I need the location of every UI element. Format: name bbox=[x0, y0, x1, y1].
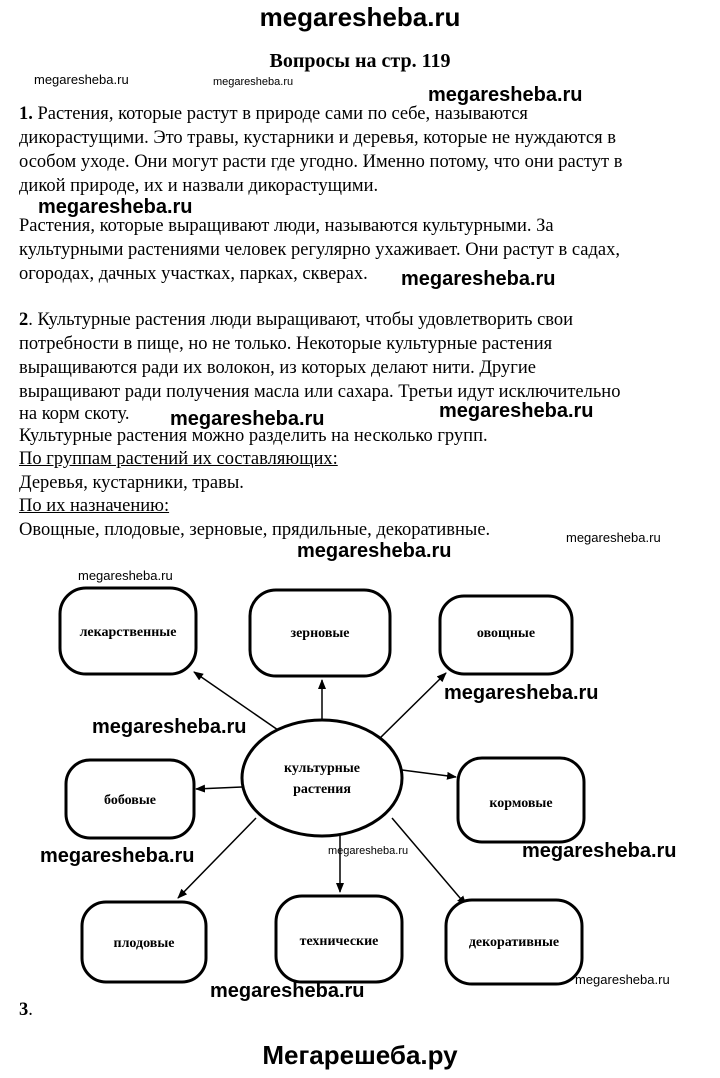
q2-text: . Культурные растения люди выращивают, чтобы удовлетворить свои bbox=[28, 310, 574, 330]
q2-by-groups-value: Деревья, кустарники, травы. bbox=[19, 473, 244, 493]
node-technical-label: технические bbox=[299, 934, 379, 949]
site-header: megaresheba.ru bbox=[259, 2, 461, 32]
watermark: megaresheba.ru bbox=[401, 268, 556, 290]
watermark: megaresheba.ru bbox=[92, 716, 247, 738]
center-label-line1: культурные bbox=[284, 761, 360, 776]
watermark: megaresheba.ru bbox=[428, 84, 583, 106]
q2-by-purpose-value: Овощные, плодовые, зерновые, прядильные, декоративные. bbox=[19, 520, 491, 540]
q2-line-4: выращивают ради получения масла или сахара. Третьи идут исключительно bbox=[19, 382, 621, 402]
q1-text: Растения, которые растут в природе сами по себе, называются bbox=[32, 104, 528, 124]
watermark: megaresheba.ru bbox=[328, 845, 409, 857]
watermark: megaresheba.ru bbox=[566, 530, 661, 545]
q2-by-purpose-heading: По их назначению: bbox=[19, 496, 170, 516]
watermark: megaresheba.ru bbox=[213, 76, 294, 88]
q3-tail: . bbox=[28, 1000, 33, 1020]
q3-line bbox=[19, 1000, 33, 1021]
node-vegetable-label: овощные bbox=[476, 626, 536, 641]
q1-line-3: особом уходе. Они могут расти где угодно. Именно потому, что они растут в bbox=[19, 152, 623, 172]
watermark: megaresheba.ru bbox=[78, 568, 173, 583]
watermark: megaresheba.ru bbox=[210, 980, 365, 1002]
q2-line-3: выращиваются ради их волокон, из которых делают нити. Другие bbox=[19, 358, 536, 378]
arrow-legume bbox=[196, 787, 242, 789]
q1-line-1 bbox=[19, 104, 528, 125]
node-grain-label: зерновые bbox=[290, 626, 350, 641]
watermark: megaresheba.ru bbox=[522, 840, 677, 862]
q2-groups-intro: Культурные растения можно разделить на несколько групп. bbox=[19, 426, 488, 446]
arrow-decorative bbox=[392, 818, 466, 905]
q1-para2-line-1: Растения, которые выращивают люди, называются культурными. За bbox=[19, 216, 554, 236]
q1-number: 1. bbox=[19, 104, 33, 124]
center-node bbox=[242, 720, 402, 836]
q2-line-2: потребности в пище, но не только. Некоторые культурные растения bbox=[19, 334, 553, 354]
node-fodder-label: кормовые bbox=[489, 796, 553, 811]
watermark: megaresheba.ru bbox=[575, 972, 670, 987]
arrow-fodder bbox=[402, 770, 456, 777]
plant-groups-diagram bbox=[0, 560, 720, 1000]
page-title: Вопросы на стр. 119 bbox=[269, 50, 451, 72]
q1-para2-line-2: культурными растениями человек регулярно ухаживает. Они растут в садах, bbox=[19, 240, 621, 260]
q1-line-4: дикой природе, их и назвали дикорастущими. bbox=[19, 176, 379, 196]
node-decorative-label: декоративные bbox=[468, 935, 560, 950]
q2-number: 2 bbox=[19, 310, 29, 330]
watermark: megaresheba.ru bbox=[40, 845, 195, 867]
watermark: megaresheba.ru bbox=[444, 682, 599, 704]
q1-para2-line-3: огородах, дачных участках, парках, скверах. bbox=[19, 264, 368, 284]
q3-number: 3 bbox=[19, 1000, 29, 1020]
watermark: megaresheba.ru bbox=[38, 196, 193, 218]
q1-line-2: дикорастущими. Это травы, кустарники и деревья, которые не нуждаются в bbox=[19, 128, 616, 148]
watermark: megaresheba.ru bbox=[170, 408, 325, 430]
q2-line-1 bbox=[19, 310, 573, 331]
site-footer: Мегарешеба.ру bbox=[262, 1040, 458, 1070]
node-fruit-label: плодовые bbox=[113, 936, 175, 951]
watermark: megaresheba.ru bbox=[297, 540, 452, 562]
arrow-vegetable bbox=[380, 673, 446, 738]
watermark: megaresheba.ru bbox=[34, 72, 129, 87]
center-label-line2: растения bbox=[293, 782, 351, 797]
node-medicinal-label: лекарственные bbox=[79, 625, 177, 640]
node-legume-label: бобовые bbox=[104, 793, 156, 808]
q2-line-5: на корм скоту. bbox=[19, 404, 130, 424]
q2-by-groups-heading: По группам растений их составляющих: bbox=[19, 449, 338, 469]
watermark: megaresheba.ru bbox=[439, 400, 594, 422]
